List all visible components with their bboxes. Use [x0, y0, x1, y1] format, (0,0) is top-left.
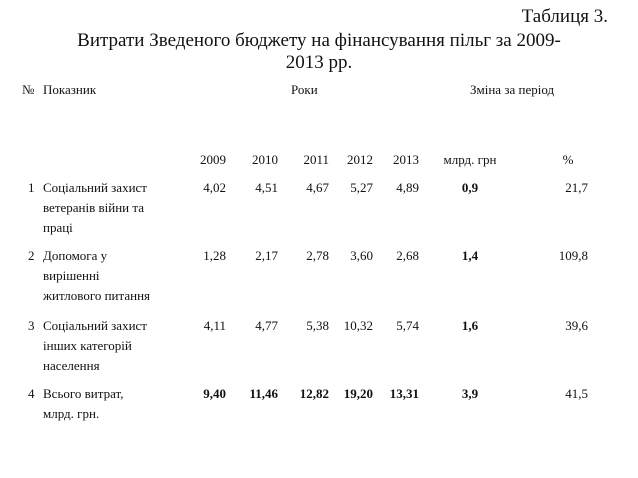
title-line-2: 2013 рр. [285, 52, 353, 73]
value-2012: 5,27 [350, 180, 373, 195]
row-label-line: млрд. грн. [43, 406, 100, 421]
row-no: 3 [28, 318, 35, 333]
value-2012: 3,60 [350, 248, 373, 263]
row-label-line: Соціальний захист [43, 318, 147, 333]
row-no: 2 [28, 248, 35, 263]
change-bn: 0,9 [461, 180, 479, 195]
year-2009: 2009 [200, 152, 226, 167]
value-2009: 4,11 [203, 318, 226, 333]
row-label-line: вирішенні [43, 268, 100, 283]
value-2011: 4,67 [306, 180, 329, 195]
year-2012: 2012 [347, 152, 373, 167]
year-2010: 2010 [252, 152, 278, 167]
change-pct: 109,8 [558, 248, 588, 263]
header-indicator: Показник [43, 82, 97, 97]
row-label [43, 316, 147, 376]
value-2010: 4,51 [255, 180, 278, 195]
value-2010: 11,46 [249, 386, 278, 401]
value-2011: 12,82 [299, 386, 329, 401]
row-label-line: Допомога у [43, 248, 108, 263]
year-2011: 2011 [303, 152, 329, 167]
change-pct: 21,7 [565, 180, 588, 195]
change-bn: 1,4 [461, 248, 479, 263]
header-no: № [22, 82, 35, 97]
value-2013: 2,68 [396, 248, 419, 263]
row-label-line: ветеранів війни та [43, 200, 144, 215]
value-2010: 2,17 [255, 248, 278, 263]
value-2013: 13,31 [389, 386, 419, 401]
row-label [43, 178, 147, 238]
table-label: Таблиця 3. [521, 6, 608, 27]
value-2009: 9,40 [203, 386, 226, 401]
value-2009: 1,28 [203, 248, 226, 263]
row-label [43, 384, 123, 424]
value-2012: 19,20 [343, 386, 373, 401]
header-years: Роки [291, 82, 318, 97]
change-bn: 3,9 [461, 386, 479, 401]
year-2013: 2013 [393, 152, 419, 167]
row-no: 1 [28, 180, 35, 195]
header-change: Зміна за період [470, 82, 555, 97]
row-label-line: інших категорій [43, 338, 132, 353]
value-2011: 5,38 [306, 318, 329, 333]
table-title [20, 30, 618, 74]
row-label-line: Соціальний захист [43, 180, 147, 195]
change-pct: 41,5 [565, 386, 588, 401]
value-2013: 5,74 [396, 318, 419, 333]
title-line-1: Витрати Зведеного бюджету на фінансування пільг за 2009- [77, 30, 561, 51]
value-2011: 2,78 [306, 248, 329, 263]
row-label-line: населення [43, 358, 100, 373]
value-2010: 4,77 [255, 318, 278, 333]
row-label-line: житлового питання [43, 288, 151, 303]
change-bn-header: млрд. грн [443, 152, 497, 167]
change-bn: 1,6 [461, 318, 479, 333]
change-pct: 39,6 [565, 318, 588, 333]
row-no: 4 [28, 386, 35, 401]
row-label-line: праці [43, 220, 73, 235]
row-label-line: Всього витрат, [43, 386, 124, 401]
value-2009: 4,02 [203, 180, 226, 195]
value-2013: 4,89 [396, 180, 419, 195]
change-pct-header: % [562, 152, 574, 167]
row-label [43, 246, 150, 306]
value-2012: 10,32 [343, 318, 373, 333]
